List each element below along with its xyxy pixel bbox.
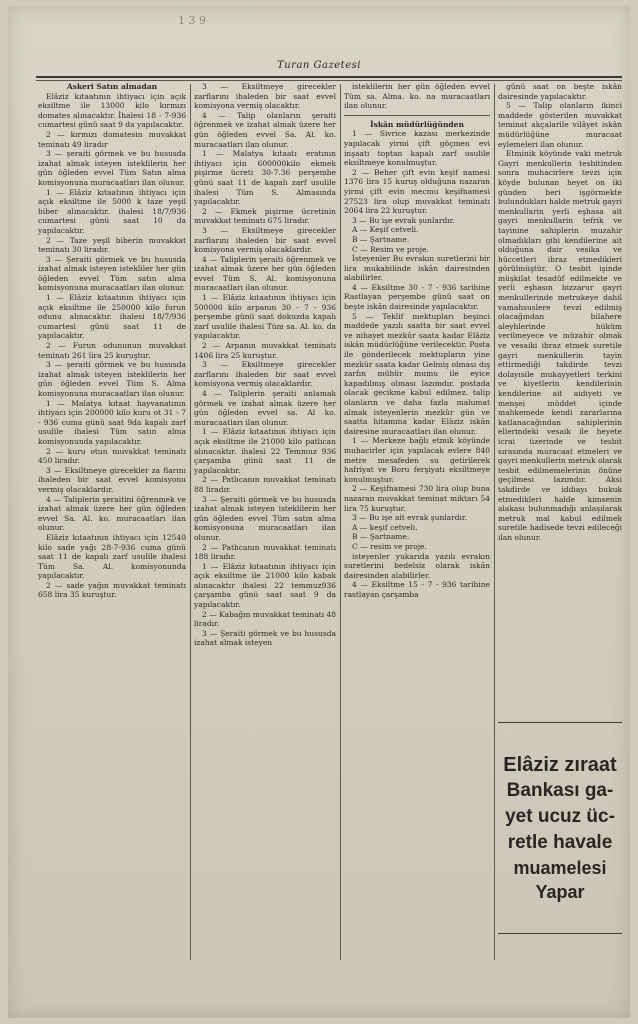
- notice-paragraph: 3 — şeraiti görmek ve bu hususda izahat almak isteyen isteklilerin her gün öğleden evvel Tüm S. Alma komisyonuna muracaatları ilan olunur.: [38, 360, 186, 398]
- notice-paragraph: 3 — şeraiti görmek ve bu hususda izahat almak isteyen isteklilerin her gün öğleden evvel Tüm Satın alma komisyonuna muracaatları ilan olunur.: [38, 149, 186, 187]
- notice-paragraph: C — resim ve proje.: [352, 541, 427, 551]
- notice-paragraph: A — keşif cetveli.: [352, 522, 418, 532]
- notice-paragraph: C — Resim ve proje.: [352, 244, 429, 254]
- notice-paragraph: 4 — Taliplerin şeraiti anlamak görmek ve izahat almak üzere her gün öğleden evvel sa. Al ko. muracaatları ilan olunur.: [194, 389, 336, 427]
- notice-paragraph: Elâziz kıtaatının ihtiyacı için açık eksiltme ile 13000 kilo kırmızı domates alınacaktır. İhalesi 18 - 7-936 cumartesi günü saat 9 da yapılacaktır.: [38, 91, 186, 130]
- section-divider: [344, 115, 490, 116]
- page-folio: 1 3 9: [178, 14, 206, 27]
- header-rule: [36, 76, 622, 78]
- ad-line: Yapar: [535, 882, 585, 902]
- notice-paragraph: 2 — Arpanın muvakkat teminatı 1406 lira 25 kuruştur.: [194, 341, 336, 360]
- notice-paragraph: 2 — Pathcanın muvakkat teminatı 188 liradır.: [194, 542, 336, 562]
- notice-paragraph: 4 — Eksiltme 30 - 7 - 936 tarihine Rastlayan perşembe günü saat on beşte iskân dairesinde yapılacaktır.: [344, 282, 490, 312]
- column-2: [194, 82, 336, 962]
- notice-paragraph: 2 — kuru otun muvakkat teminatı 450 liradır.: [38, 446, 186, 466]
- notice-paragraph: Etminik köyünde vaki metruk Gayri menkullerin tesbitinden sonra muhacirlere tevzi için köyde bulunan heyet on iki günden beri işgörmekte bulundukları halde metruk gayri menkullarin yerli eşhasa ait gayri menkullarin tefrik ve tayinine sahiplerin muzahir olmadıkları gibi kendilerine ait olduğuna dair vesika ve hüccetleri ibraz etmedikleri görülmüştür. O tesbit işinde müşkilat tesadüf edilmekte ve yerli eşhasın bizzarur gayri menkullerinde metrukeye dahil vamahsuslere tevzi edilmiş olacağından bilahere aleyhlerinde hüküm verilmeyece ve müzahir olmak ve vesaiki ibraz etmek suretile gayri menkullerin tayin ettirmediği takdirde tevzi dolayısile mukayyetleri terkini ve kiyetlerin kendilerinin kendilerine ait aidiyeti ve menşei müddet içinde mahkemede kendi zararlarına katlanacağından sahiplerinin ellerindeki vesaik ile heyete icrai üzerinde ve tesbit sırasında muracaat etmeleri ve gayri menkullerin metruk olarak tesbit edilmemelerinin önüne geçilmesi lazımdır. Aksi takdirde ve iddiayı bukuk etmedikleri halde kimsenin alakası bulunmadığı anlaşılarak metruk mal kabul edilmek suretile hadisede tevzi edileceği ilan olunur.: [498, 149, 622, 542]
- column-divider: [494, 84, 495, 960]
- notice-paragraph: 3 — Eksiltmeye girecekler zarflarını ihaleden bir saat evvel komisyona vermiş olacaktır.: [194, 82, 336, 111]
- notice-paragraph: 3 — Şeraiti görmek ve bu hususda izahat almak isteyen: [194, 628, 336, 648]
- notice-paragraph: 2 — Ekmek pişirme ücretinin muvakkat teminatı 675 liradır.: [194, 206, 336, 226]
- notice-paragraph: 2 — Patlıcanın muvakkat teminatı 88 liradır.: [194, 475, 336, 494]
- notice-paragraph: 2 — Furun odununun muvakkat teminatı 261 lira 25 kuruştur.: [38, 341, 186, 360]
- notice-paragraph: isteklilerin her gün öğleden evvel Tüm sa. Alma. ko. na muracaatları ilan olunur.: [344, 82, 490, 111]
- section-heading: Askeri Satın almadan: [66, 82, 158, 91]
- notice-paragraph: 2 — Beher çift evin keşif namesi 1376 lira 15 kuruş olduğuna nazaran yirmi çift evin mecmu keşifnamesi 27523 lira olup muvakkat teminatı 2064 lira 22 kuruştur.: [344, 167, 490, 216]
- column-divider: [340, 84, 341, 960]
- notice-paragraph: 1 — Merkeze bağlı etmik köyünde muhacirler için yapılacak evlere 840 metre mesafeden su getirilerek hafriyat ve Boru ferşiyatı eksiltmeye konulmuştur.: [344, 436, 490, 484]
- notice-paragraph: B — Şartname.: [352, 532, 410, 542]
- notice-paragraph: 2 — Keşifnamesi 730 lira olup buna nazaran muvakkat teminat miktarı 54 lira 75 kuruştur.: [344, 484, 490, 513]
- newspaper-page: [8, 6, 630, 1018]
- notice-paragraph: 1 — Elâziz kıtaatının ihtiyacı için açık eksiltme ile 250000 kilo furun odunu alınacaktır. ihalesi 18/7/936 cumartesi günü saat 11 de yapılacaktır.: [38, 293, 186, 341]
- notice-paragraph: 4 — Talip olanların şeraiti öğrenmek ve izahat almak üzere her gün öğleden evvel Sa. Al. ko. muracaatları ilan olunur.: [194, 110, 336, 149]
- ad-line: Bankası ga-: [506, 780, 614, 801]
- notice-paragraph: 4 — Taliplerin şeraitini öğrenmek ve izahat almak üzere her gün öğleden evvel Sa. Al. ko. muracaatları ilan olunur.: [38, 494, 186, 533]
- newspaper-title: Turan Gazetesi: [277, 60, 361, 71]
- notice-paragraph: Elâziz kıtaatının ihtiyacı için 12540 kilo sade yağı 28-7-936 cuma günü saat 11 de kapalı zarf usulile ihalesi Tüm Sa. Al. komisyonunda yapılacaktır.: [38, 532, 186, 581]
- notice-paragraph: 3 — Bu işe ait evrak şunlardır.: [352, 513, 468, 523]
- notice-paragraph: 2 — kırmızı domatesin muvakkat teminatı 49 liradır: [38, 129, 186, 149]
- notice-paragraph: 2 — sade yağın muvakkat teminatı 658 lira 35 kuruştur.: [38, 580, 186, 600]
- notice-paragraph: B — Şartname.: [352, 234, 410, 244]
- section-heading: İskân müdürlüğünden: [370, 119, 464, 129]
- notice-paragraph: 3 — Şeraiti görmek ve bu hususda izahat almak isteyen isteklilerin her gün öğleden evvel Tüm satın alma komisyonuna muracaatları ilan olunur.: [194, 494, 336, 542]
- notice-paragraph: 4 — Taliplerin şeraiti öğrenmek ve izahat almak üzere her gün öğleden evvel Tüm S. Al. komisyonuna muracaatları ilan olunur.: [194, 254, 336, 293]
- notice-paragraph: 5 — Talip olanların ikinci maddede gösterilen muvakkat teminat akçalarile vilâyet iskân müdürlüğüne muracaat eylemeleri ilan olunur.: [498, 101, 622, 149]
- bank-advertisement: [498, 722, 622, 934]
- column-1: [38, 82, 186, 962]
- notice-paragraph: A — Keşif cetveli.: [352, 225, 419, 235]
- notice-paragraph: 1 — Elâziz kıtaatının ihtiyacı için 500000 kilo arpanın 30 - 7 - 936 perşembe günü saat dokuzda kapalı zarf usulile ihalesi Tüm sa. Al. ko. da yapılacaktır.: [194, 293, 336, 341]
- notice-paragraph: günü saat on beşte iskân dairesinde yapılacaktır.: [498, 82, 622, 101]
- notice-paragraph: 2 — Kabağın muvakkat teminatı 48 liradır.: [194, 609, 336, 629]
- notice-paragraph: 4 — Eksiltme 15 - 7 - 936 tarihine rastlayan çarşamba: [344, 580, 490, 599]
- ad-line: retle havale: [507, 832, 613, 853]
- notice-paragraph: 1 — Sivrice kazası merkezinde yapılacak yirmi çift göçmen evi inşaatı toptan kapalı zarf usulile eksiltmeye konulmuştur.: [344, 129, 490, 168]
- notice-paragraph: 5 — Teklif mektupları beşinci maddede yazılı saatta bir saat evvel ve nihayet mezkûr saata kadar Elâziz iskân müdürlüğüne verilecektir. Posta ile gönderilecek mektupların yine mezkûr saata kadar Gelmiş olması dış zarfın mühür mumu ile eyice kapadılmış olması lazımdır. postada olacak gecikme kabul edilmez. talip olanların ve daha fazla malumat almak isteyenlerin mezkûr gün ve saatta hitamına kadar Elâziz iskân dairesine muracaatları ilan olunur.: [344, 311, 490, 436]
- notice-paragraph: 2 — Taze yeşil biberin muvakkat teminatı 30 liradır.: [38, 235, 186, 255]
- column-divider: [190, 84, 191, 960]
- notice-paragraph: 3 — Eksiltmeye girecekler zarflarını ihaleden bir saat evvel komisyona vermiş olacaklardır.: [194, 360, 336, 389]
- column-3: [344, 82, 490, 962]
- notice-paragraph: isteyenler yukarıda yazılı evrakın suretlerini bedelsiz olarak iskân dairesinden alabilirler.: [344, 551, 490, 580]
- ad-line: yet ucuz üc-: [505, 806, 615, 827]
- notice-paragraph: 3 — Eksiltmeye girecekler zarflarını ihaleden bir saat evvel komisyona vermiş olacaklardır.: [194, 225, 336, 255]
- ad-line: muamelesi: [513, 858, 607, 878]
- notice-paragraph: 1 — Elâziz kıtaatının ihtiyacı için açık eksiltme ile 5000 k taze yeşil biber alınacaktır. ihalesi 18/7/936 cumartesi günü saat 10 da yapılacaktır.: [38, 187, 186, 235]
- notice-paragraph: 3 — Şeraiti görmek ve bu hususda izahat almak isteyen istekliler her gün öğleden evvel Tüm satın alma komisyonuna muracaatları ilan olunur.: [38, 254, 186, 293]
- notice-paragraph: 1 — Malatya kıtaatı eratının ihtiyacı için 600000kilo ekmek pişirme ücreti 30-7.36 perşembe günü saat 11 de kapalı zarf usulile ihalesi Tüm S. Almasında yapılacaktır.: [194, 149, 336, 207]
- notice-paragraph: 1 — Elâziz kıtaatının ihtiyacı için açık eksiltme ile 21000 kilo kabak alınacaktır ihalesi 22 temmuz936 çarşamba günü saat saat 9 da yapılacaktır.: [194, 561, 336, 610]
- notice-paragraph: İsteyenler Bu evrakın suretlerini bir lira mukabilinde iskân dairesinden alabilirler.: [344, 254, 490, 283]
- ad-line: Elâziz zıraat: [503, 754, 617, 776]
- notice-paragraph: 1 — Malatya kıtaat hayvanatının ihtiyacı için 200000 kilo kuru ot 31 - 7 - 936 cuma günü saat 9da kapalı zarf usulile ihalesi Tüm satın alma komisyonunda yapılacaktır.: [38, 398, 186, 446]
- notice-paragraph: 1 — Elâziz kıtaatının ihtiyacı için açık eksiltme ile 21000 kilo patlıcan alınacaktır. ihalesi 22 Temmuz 936 çarşamba günü saat 11 de yapılacaktır.: [194, 427, 336, 475]
- notice-paragraph: 3 — Eksiltmeye girecekler za flarını ihaleden bir saat evvel komisyonu vermiş olacaklardır.: [38, 465, 186, 494]
- header-rule-thin: [36, 80, 622, 81]
- notice-paragraph: 3 — Bu işe evrak şunlardır.: [352, 215, 455, 225]
